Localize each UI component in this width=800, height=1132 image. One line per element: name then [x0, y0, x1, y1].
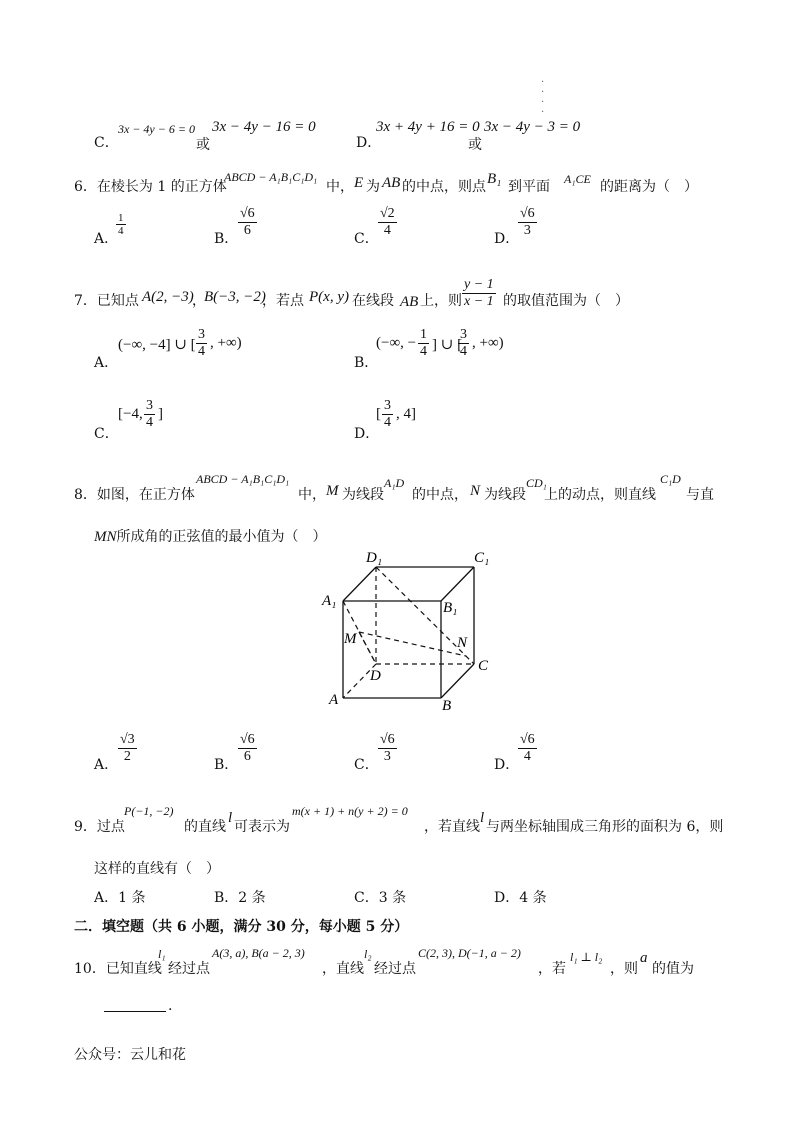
q10-prefix: 10．已知直线 [74, 961, 162, 977]
q8-N: N [470, 483, 481, 499]
q10-mid2: ，直线 [322, 961, 364, 977]
q7-mid3: 上，则 [420, 293, 462, 309]
q8-optC-frac: $\frac{√6}{3}$ [380, 732, 395, 764]
q7-A: A(2, −3) [142, 289, 194, 305]
q7-optC-text1: [−4, [118, 406, 143, 422]
q5-optC-label: C． [94, 135, 119, 151]
q6-mid1: 中， [326, 179, 354, 195]
q6-E: E [354, 175, 364, 191]
fig-label-N: N [457, 635, 468, 651]
q8-optA-frac: $\frac{√3}{2}$ [120, 732, 135, 764]
fig-label-C1: C₁ [474, 550, 490, 566]
fig-label-M: M [344, 631, 357, 647]
q8-optC-label: C． [354, 757, 379, 773]
q10-l2: l₂ [364, 947, 372, 961]
fig-label-A1: A₁ [322, 593, 337, 609]
q7-optA-label: A． [94, 355, 119, 371]
q7-optC-label: C． [94, 426, 119, 442]
q8-MN: MN [94, 529, 117, 545]
q9-optB: B．2 条 [214, 890, 266, 906]
q7-optD-text2: , 4] [396, 406, 416, 422]
q9-optC: C．3 条 [354, 890, 407, 906]
q5-optC-eq2: 3x − 4y − 16 = 0 [212, 119, 316, 135]
q8-mid1: 中， [298, 487, 326, 503]
q6-optC-frac: $\frac{√2}{4}$ [380, 206, 395, 238]
q7-P: P(x, y) [309, 289, 349, 305]
q9-line2: 这样的直线有（ ） [94, 861, 220, 877]
q8-optA-label: A． [94, 757, 119, 773]
q6-prefix: 6．在棱长为 1 的正方体 [74, 179, 227, 195]
q8-optD-label: D． [494, 757, 520, 773]
q7-comma: ， [192, 293, 206, 309]
q8-CD1: CD₁ [526, 476, 547, 490]
q6-optA-label: A． [94, 231, 119, 247]
q9-mid1: 的直线 [184, 819, 226, 835]
q7-mid1: ，若点 [262, 293, 304, 309]
q10-pts1: A(3, a), B(a − 2, 3) [212, 946, 305, 960]
q9-l2: l [480, 810, 485, 826]
q8-mid4: 为线段 [484, 487, 526, 503]
q8-M: M [326, 483, 339, 499]
q10-mid5: ，则 [610, 961, 638, 977]
q7-optC-text2: ] [158, 406, 163, 422]
q8-line2 [94, 526, 327, 546]
q9-P: P(−1, −2) [124, 804, 174, 818]
section2-heading: 二．填空题（共 6 小题，满分 30 分，每小题 5 分） [74, 919, 409, 935]
q7-optA-text2: , +∞) [210, 335, 242, 351]
q7-optA-text1: (−∞, −4] ∪ [ [118, 337, 196, 353]
q10-mid4: ，若 [538, 961, 566, 977]
fig-label-B: B [442, 698, 452, 714]
q7-optB-frac2: $\frac{3}{4}$ [460, 327, 467, 359]
q7-optC-frac: $\frac{3}{4}$ [146, 398, 153, 430]
q7-mid2: 在线段 [352, 293, 394, 309]
footer-watermark: 公众号：云儿和花 [74, 1047, 186, 1063]
q7-optB-label: B． [354, 355, 379, 371]
q6-mid3: 的中点，则点 [402, 179, 486, 195]
q7-suffix: 的取值范围为（ ） [503, 293, 629, 309]
q9-prefix: 9．过点 [74, 819, 125, 835]
q6-mid4: 到平面 [508, 179, 550, 195]
q5-optD-eq2: 3x − 4y − 3 = 0 [484, 119, 581, 135]
q6-optD-frac: $\frac{√6}{3}$ [520, 206, 535, 238]
q10-answer-blank[interactable] [104, 1011, 166, 1012]
q6-cube: ABCD − A₁B₁C₁D₁ [224, 170, 318, 184]
q7-optB-text3: , +∞) [472, 335, 504, 351]
q7-optB-text2: ] ∪ [ [432, 337, 463, 353]
q5-optD-label: D． [356, 135, 382, 151]
q7-optB-text1: (−∞, − [376, 335, 417, 351]
q9-mid3: ，若直线 [424, 819, 480, 835]
q8-mid2: 为线段 [342, 487, 384, 503]
q6-suffix: 的距离为（ ） [600, 179, 698, 195]
q8-A1D: A₁D [384, 476, 405, 490]
fig-label-A: A [329, 692, 339, 708]
q6-B1: B₁ [487, 171, 502, 187]
q8-mid5: 上的动点，则直线 [544, 487, 656, 503]
q10-suffix: 的值为 [652, 961, 694, 977]
q7-optA-frac: $\frac{3}{4}$ [198, 327, 205, 359]
fig-label-C: C [478, 658, 489, 674]
q10-perp: l₁ ⊥ l₂ [570, 950, 603, 964]
q8-optB-label: B． [214, 757, 239, 773]
q8-C1D: C₁D [660, 472, 681, 486]
q8-cube: ABCD − A₁B₁C₁D₁ [196, 472, 290, 486]
q8-line2-text: 所成角的正弦值的最小值为（ ） [116, 529, 327, 545]
q6-optB-frac: $\frac{√6}{6}$ [240, 206, 255, 238]
q7-optD-text1: [ [376, 406, 381, 422]
fig-label-D: D [370, 668, 381, 684]
q7-frac: $\frac{y - 1}{x - 1}$ [464, 277, 494, 309]
q6-optC-label: C． [354, 231, 379, 247]
q9-eq: m(x + 1) + n(y + 2) = 0 [292, 804, 408, 818]
q10-l1: l₁ [158, 947, 166, 961]
q8-prefix: 8．如图，在正方体 [74, 487, 195, 503]
q8-mid6: 与直 [686, 487, 714, 503]
q9-l: l [228, 810, 233, 826]
q9-mid2: 可表示为 [234, 819, 290, 835]
q9-optA: A．1 条 [94, 890, 146, 906]
q6-optB-label: B． [214, 231, 239, 247]
q6-optA-frac: $\frac{1}{4}$ [118, 212, 124, 237]
q7-AB: AB [400, 294, 419, 310]
q6-optD-label: D． [494, 231, 520, 247]
q5-optC-eq1: 3x − 4y − 6 = 0 [118, 122, 195, 136]
q5-optD-eq1: 3x + 4y + 16 = 0 [376, 119, 480, 135]
q7-prefix: 7．已知点 [74, 293, 139, 309]
q7-optD-label: D． [354, 426, 380, 442]
fig-label-B1: B₁ [443, 600, 458, 616]
q8-optD-frac: $\frac{√6}{4}$ [520, 732, 535, 764]
q6-mid2: 为 [366, 179, 380, 195]
fig-label-D1: D₁ [366, 550, 383, 566]
q7-B: B(−3, −2) [204, 289, 266, 305]
q7-optD-frac: $\frac{3}{4}$ [384, 398, 391, 430]
q10-end: . [168, 998, 173, 1014]
q9-optD: D．4 条 [494, 890, 547, 906]
q10-mid1: 经过点 [168, 961, 210, 977]
q6-AB: AB [382, 175, 401, 191]
q9-suffix: 与两坐标轴围成三角形的面积为 6，则 [486, 819, 724, 835]
q7-optB-frac1: $\frac{1}{4}$ [420, 327, 427, 359]
margin-dots: · · · · [541, 77, 545, 118]
q10-a: a [640, 950, 648, 966]
q5-optD-or: 或 [468, 137, 482, 153]
q8-optB-frac: $\frac{√6}{6}$ [240, 732, 255, 764]
q10-pts2: C(2, 3), D(−1, a − 2) [418, 946, 521, 960]
q6-plane: A₁CE [564, 172, 591, 186]
q10-mid3: 经过点 [374, 961, 416, 977]
q5-optC-or: 或 [196, 137, 210, 153]
q8-mid3: 的中点， [412, 487, 468, 503]
